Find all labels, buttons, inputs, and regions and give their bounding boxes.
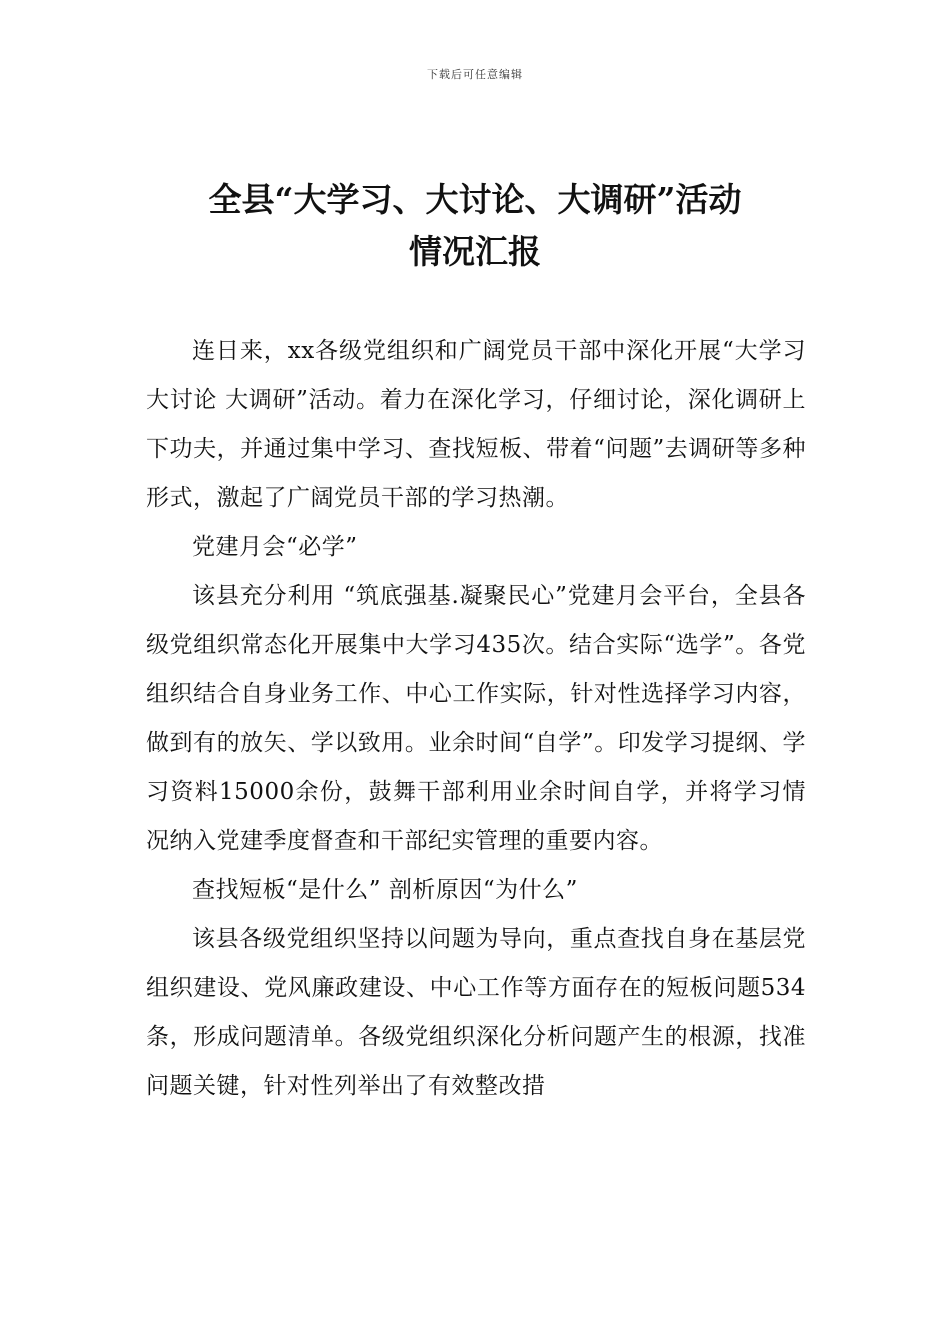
- header-note: 下载后可任意编辑: [427, 68, 523, 81]
- title-line-1: 全县“大学习、大讨论、大调研”活动: [208, 180, 742, 219]
- document-title: [120, 174, 830, 278]
- title-line-2: 情况汇报: [409, 232, 541, 271]
- section-heading-must-learn: 党建月会“必学”: [192, 534, 358, 560]
- section-heading-shortcomings: 查找短板“是什么” 剖析原因“为什么”: [192, 877, 578, 903]
- paragraph-intro: 连日来，xx各级党组织和广阔党员干部中深化开展“大学习 大讨论 大调研”活动。着力在深化学习，仔细讨论，深化调研上下功夫，并通过集中学习、查找短板、带着“问题”去调研等多种形式，激起了广阔党员干部的学习热潮。: [146, 338, 806, 511]
- paragraph-study: 该县充分利用 “筑底强基.凝聚民心”党建月会平台，全县各级党组织常态化开展集中大学习435次。结合实际“选学”。各党组织结合自身业务工作、中心工作实际，针对性选择学习内容，做到有的放矢、学以致用。业余时间“自学”。印发学习提纲、学习资料15000余份，鼓舞干部利用业余时间自学，并将学习情况纳入党建季度督查和干部纪实管理的重要内容。: [146, 583, 806, 854]
- document-body: [146, 327, 806, 1111]
- paragraph-problems: 该县各级党组织坚持以问题为导向，重点查找自身在基层党组织建设、党风廉政建设、中心工作等方面存在的短板问题534条，形成问题清单。各级党组织深化分析问题产生的根源，找准问题关键，针对性列举出了有效整改措: [146, 926, 806, 1099]
